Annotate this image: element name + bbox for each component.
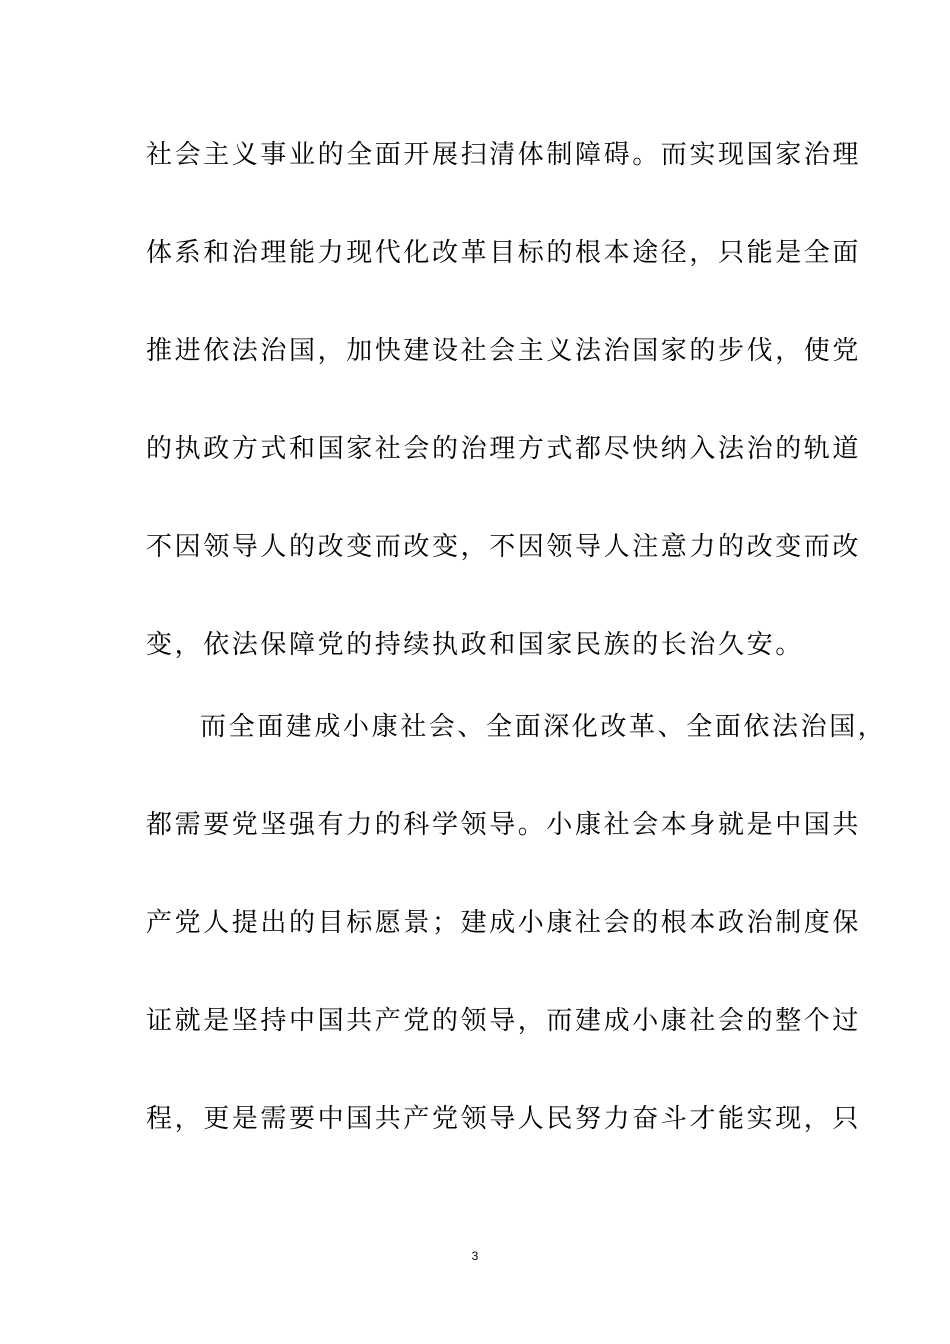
text-line-9: 产党人提出的目标愿景；建成小康社会的根本政治制度保 [146,908,862,938]
text-line-10: 证就是坚持中国共产党的领导，而建成小康社会的整个过 [146,1006,862,1036]
text-line-3: 推进依法治国，加快建设社会主义法治国家的步伐，使党 [146,336,862,366]
text-line-6: 变，依法保障党的持续执政和国家民族的长治久安。 [146,630,804,660]
text-line-8: 都需要党坚强有力的科学领导。小康社会本身就是中国共 [146,810,862,840]
text-line-2: 体系和治理能力现代化改革目标的根本途径，只能是全面 [146,238,862,268]
text-line-7: 而全面建成小康社会、全面深化改革、全面依法治国， [200,712,887,742]
page-number: 3 [471,1249,479,1263]
text-line-1: 社会主义事业的全面开展扫清体制障碍。而实现国家治理 [146,140,862,170]
text-line-5: 不因领导人的改变而改变，不因领导人注意力的改变而改 [146,532,862,562]
text-line-11: 程，更是需要中国共产党领导人民努力奋斗才能实现，只 [146,1104,862,1134]
text-line-4: 的执政方式和国家社会的治理方式都尽快纳入法治的轨道 [146,434,862,464]
